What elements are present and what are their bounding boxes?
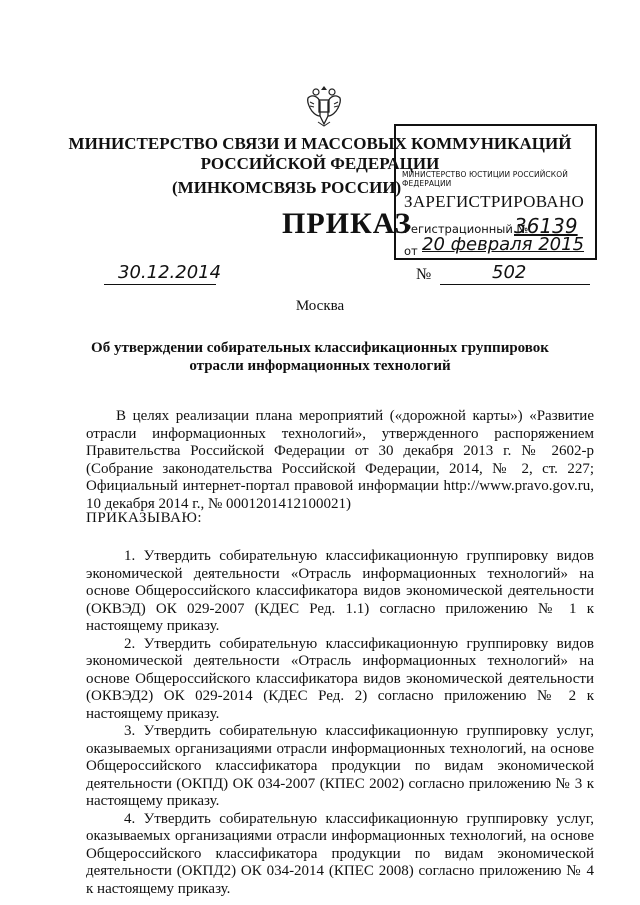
stamp-reg-number: 36139 [514,214,578,238]
order-item-3: 3. Утвердить собирательную классификационную группировку услуг, оказываемых организациями отрасли информационных технологий, на основе Общероссийского классификатора продукции по видам экономической деятельности (ОКПД) ОК 034-2007 (КПЕС 2002) согласно приложению № 3 к настоящему приказу. [86,723,594,809]
stamp-authority: МИНИСТЕРСТВО ЮСТИЦИИ РОССИЙСКОЙ ФЕДЕРАЦИИ [402,170,568,188]
ordering-word: ПРИКАЗЫВАЮ: [86,510,203,526]
order-item-1: 1. Утвердить собирательную классификационную группировку видов экономической деятельности «Отрасль информационных технологий» на основе Общероссийского классификатора видов экономической деятельности (ОКВЭД) ОК 029-2007 (КДЕС Ред. 1.1) согласно приложению № 1 к настоящему приказу. [86,548,594,634]
preamble-paragraph: В целях реализации плана мероприятий («дорожной карты») «Развитие отрасли информационных технологий», утвержденного распоряжением Правительства Российской Федерации от 30 декабря 2013 г. № 2602-р (Собрание законодательства Российской Федерации, 2014, № 2, ст. 227; Официальный интернет-портал правовой информации http://www.pravo.gov.ru, 10 декабря 2014 г., № 0001201412100021) [86,408,594,512]
ministry-name-line1: МИНИСТЕРСТВО СВЯЗИ И МАССОВЫХ КОММУНИКАЦИЙ [68,134,572,153]
order-item-4: 4. Утвердить собирательную классификационную группировку услуг, оказываемых организациями отрасли информационных технологий, на основе Общероссийского классификатора продукции по видам экономической деятельности (ОКПД2) ОК 034-2014 (КПЕС 2008) согласно приложению № 4 к настоящему приказу. [86,810,594,897]
city: Москва [295,298,345,314]
stamp-reg-label: Регистрационный № [404,222,529,236]
ministry-abbreviation: (МИНКОМСВЯЗЬ РОССИИ) [172,178,402,197]
order-date: 30.12.2014 [118,262,222,283]
date-underline [104,284,216,285]
subject-line1: Об утверждении собирательных классификационных группировок [91,340,549,356]
document-type-title: ПРИКАЗ [282,207,412,240]
stamp-status: ЗАРЕГИСТРИРОВАНО [404,192,585,211]
subject-line2: отрасли информационных технологий [189,358,451,374]
number-underline [440,284,590,285]
stamp-date: 20 февраля 2015 [422,234,585,255]
order-number-label: № [416,266,432,283]
order-number: 502 [492,262,527,283]
registration-stamp [394,124,597,260]
coat-of-arms-icon [304,82,344,128]
order-item-2: 2. Утвердить собирательную классификационную группировку видов экономической деятельности «Отрасль информационных технологий» на основе Общероссийского классификатора видов экономической деятельности (ОКВЭД2) ОК 029-2014 (КДЕС Ред. 2) согласно приложению № 2 к настоящему приказу. [86,635,594,722]
ministry-name-line2: РОССИЙСКОЙ ФЕДЕРАЦИИ [200,154,440,173]
stamp-date-prefix: от [404,244,418,258]
